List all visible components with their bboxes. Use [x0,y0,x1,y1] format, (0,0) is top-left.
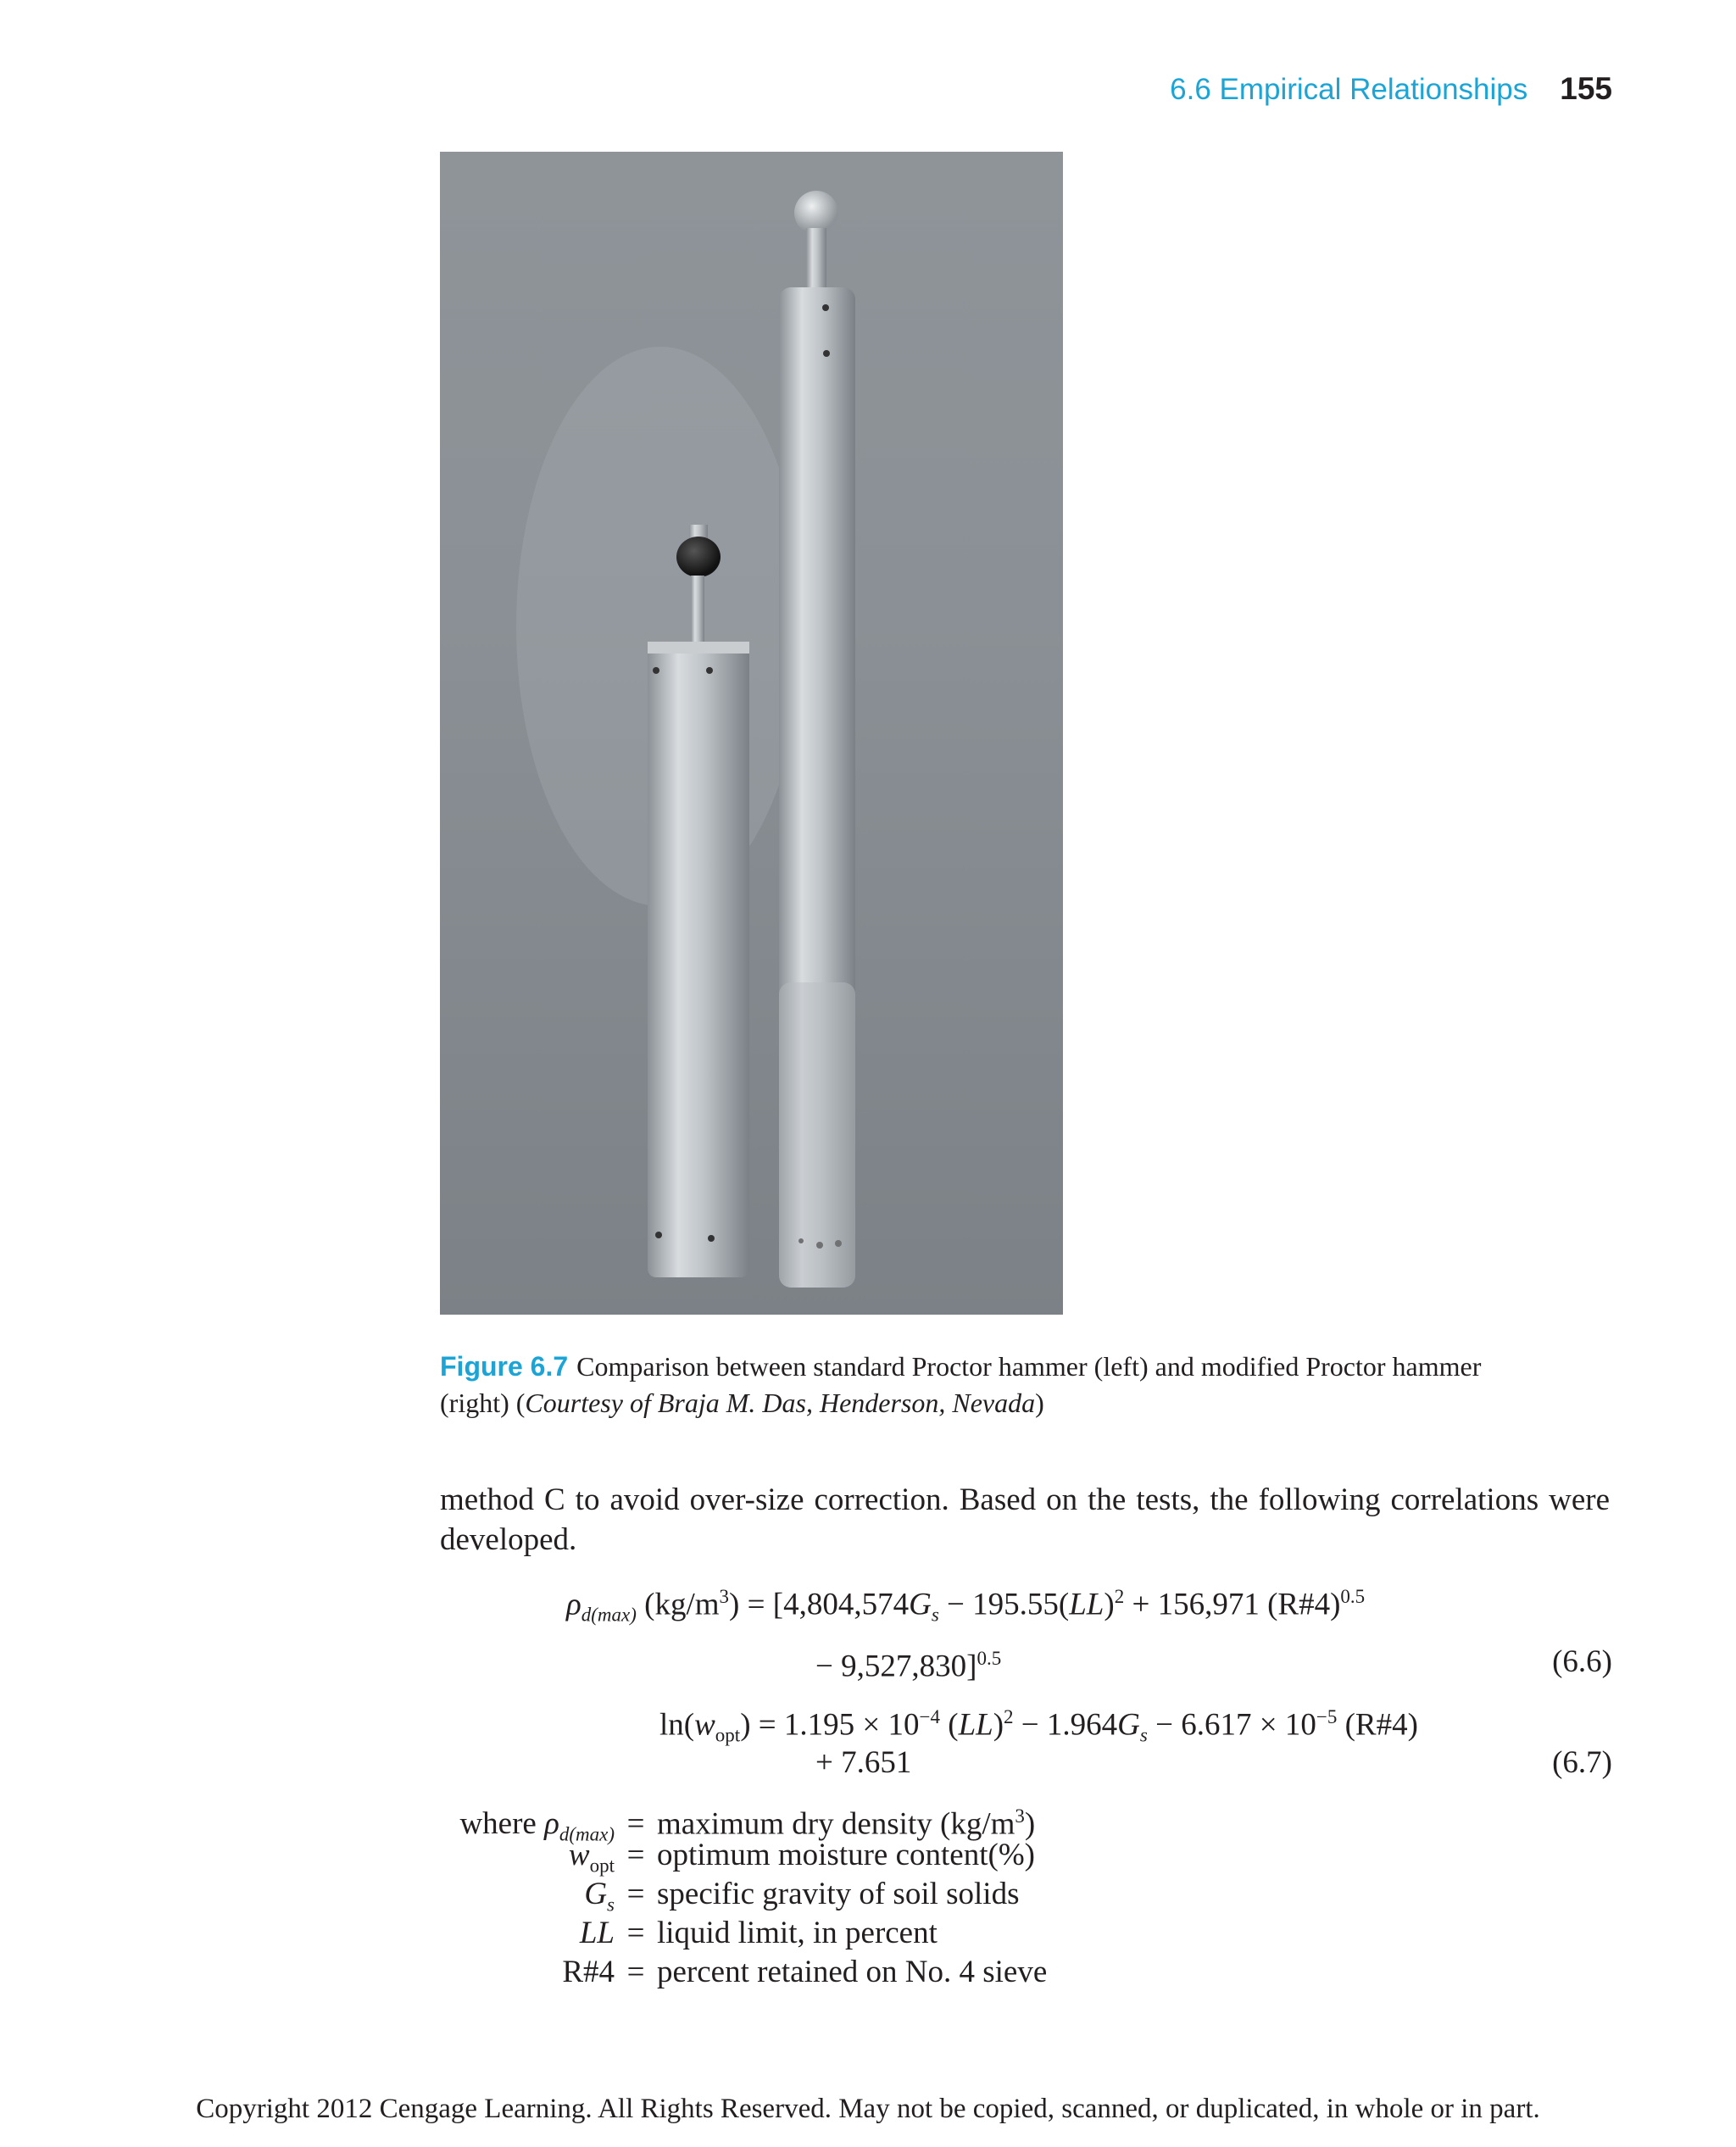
eq66-ll: LL [1069,1587,1104,1622]
eq67-lhs-close: ) [740,1707,751,1743]
eq67-gs-sub: s [1139,1724,1148,1746]
definition-symbol-text: G [584,1877,608,1911]
standard-hammer-knob [676,537,721,577]
eq67-ll: LL [958,1707,993,1743]
eq66-line2: − 9,527,830] [815,1649,977,1684]
definition-row [440,1953,1047,1992]
eq67-rhs-e: − 6.617 × 10 [1147,1707,1316,1743]
equation-6-7-line-1 [659,1699,1418,1755]
section-title: 6.6 Empirical Relationships [1170,73,1528,106]
eq67-rhs-b: ( [939,1707,959,1743]
eq66-rhs-d: + 156,971 (R#4) [1124,1587,1341,1622]
definition-desc: specific gravity of soil solids [657,1877,1020,1911]
definition-symbol: R#4 [562,1955,615,1989]
equation-number-6-7: (6.7) [1552,1745,1612,1780]
definition-row [440,1914,1047,1953]
definition-desc: optimum moisture content(%) [657,1838,1035,1872]
equation-6-7-line-2: + 7.651 [815,1745,912,1780]
definition-desc-sup: 3 [1015,1805,1025,1827]
eq66-gs-sub: s [931,1604,939,1626]
definition-equals: = [626,1877,645,1911]
eq66-gs: G [909,1587,932,1622]
eq66-rhs-b: − 195.55( [938,1587,1070,1622]
eq67-rhs-a: = 1.195 × 10 [758,1707,920,1743]
eq66-unit: (kg/m [644,1587,720,1622]
eq66-line2-sup: 0.5 [976,1648,1002,1669]
definition-symbol-text: w [568,1838,590,1872]
definition-symbol-sub: s [607,1894,615,1916]
definition-row [440,1875,1047,1914]
eq66-rhs-d-sup: 0.5 [1340,1586,1366,1607]
eq67-rhs-f: (R#4) [1337,1707,1418,1743]
equation-6-6-line-2 [815,1640,1001,1685]
body-paragraph: method C to avoid over-size correction. Based on the tests, the following correlations were developed. [440,1482,1610,1557]
definition-equals: = [626,1955,645,1989]
definition-desc-end: ) [1024,1806,1036,1842]
eq67-w: w [694,1707,715,1743]
eq67-rhs-e-sup: −5 [1316,1706,1338,1727]
figure-photo-proctor-hammers [440,152,1063,1315]
eq67-w-sub: opt [715,1724,741,1746]
eq67-rhs-d: − 1.964 [1013,1707,1118,1743]
eq66-rhs-c: ) [1104,1587,1115,1622]
definition-symbol-text: ρ [544,1806,559,1842]
definition-row [440,1836,1047,1875]
standard-hammer-body [648,643,749,1277]
eq66-rho-sub: d(max) [581,1604,637,1626]
page-number: 155 [1560,71,1612,106]
definition-desc: liquid limit, in percent [657,1916,938,1950]
hammers-illustration [440,152,1063,1315]
definition-desc: percent retained on No. 4 sieve [657,1955,1048,1989]
figure-label: Figure 6.7 [440,1351,569,1382]
eq66-unit-sup: 3 [719,1586,730,1607]
definition-row [440,1797,1047,1845]
definition-where: where [459,1806,545,1842]
eq66-rhs-c-sup: 2 [1114,1586,1125,1607]
caption-credit-close: ) [1035,1388,1044,1418]
eq66-rhs-a: = [4,804,574 [747,1587,910,1622]
definition-symbol-sub: opt [589,1855,615,1877]
caption-text: Comparison between standard Proctor hammer (left) and modified Proctor hammer (right) ( [440,1351,1482,1418]
symbol-definitions [440,1797,1047,1992]
definition-desc-text: maximum dry density (kg/m [657,1806,1015,1842]
copyright-footer: Copyright 2012 Cengage Learning. All Rights Reserved. May not be copied, scanned, or duplicated, in whole or in part. [196,2094,1540,2124]
definition-equals: = [626,1838,645,1872]
figure-caption [440,1349,1542,1421]
eq67-gs: G [1117,1707,1140,1743]
definition-symbol [440,1914,615,1953]
running-header [1170,71,1612,107]
eq67-rhs-c: ) [993,1707,1004,1743]
eq66-rho: ρ [566,1587,581,1622]
definition-equals: = [626,1916,645,1950]
eq66-unit-close: ) [729,1587,740,1622]
equation-6-6-line-1 [566,1578,1365,1634]
definition-symbol-sub: d(max) [559,1823,615,1845]
caption-credit: Courtesy of Braja M. Das, Henderson, Nevada [525,1388,1036,1418]
equation-number-6-6: (6.6) [1552,1644,1612,1679]
eq67-rhs-a-sup: −4 [919,1706,940,1727]
eq67-lhs-a: ln( [659,1707,695,1743]
definition-symbol-text: LL [579,1916,615,1950]
definition-equals: = [626,1806,645,1842]
eq67-rhs-c-sup: 2 [1004,1706,1014,1727]
